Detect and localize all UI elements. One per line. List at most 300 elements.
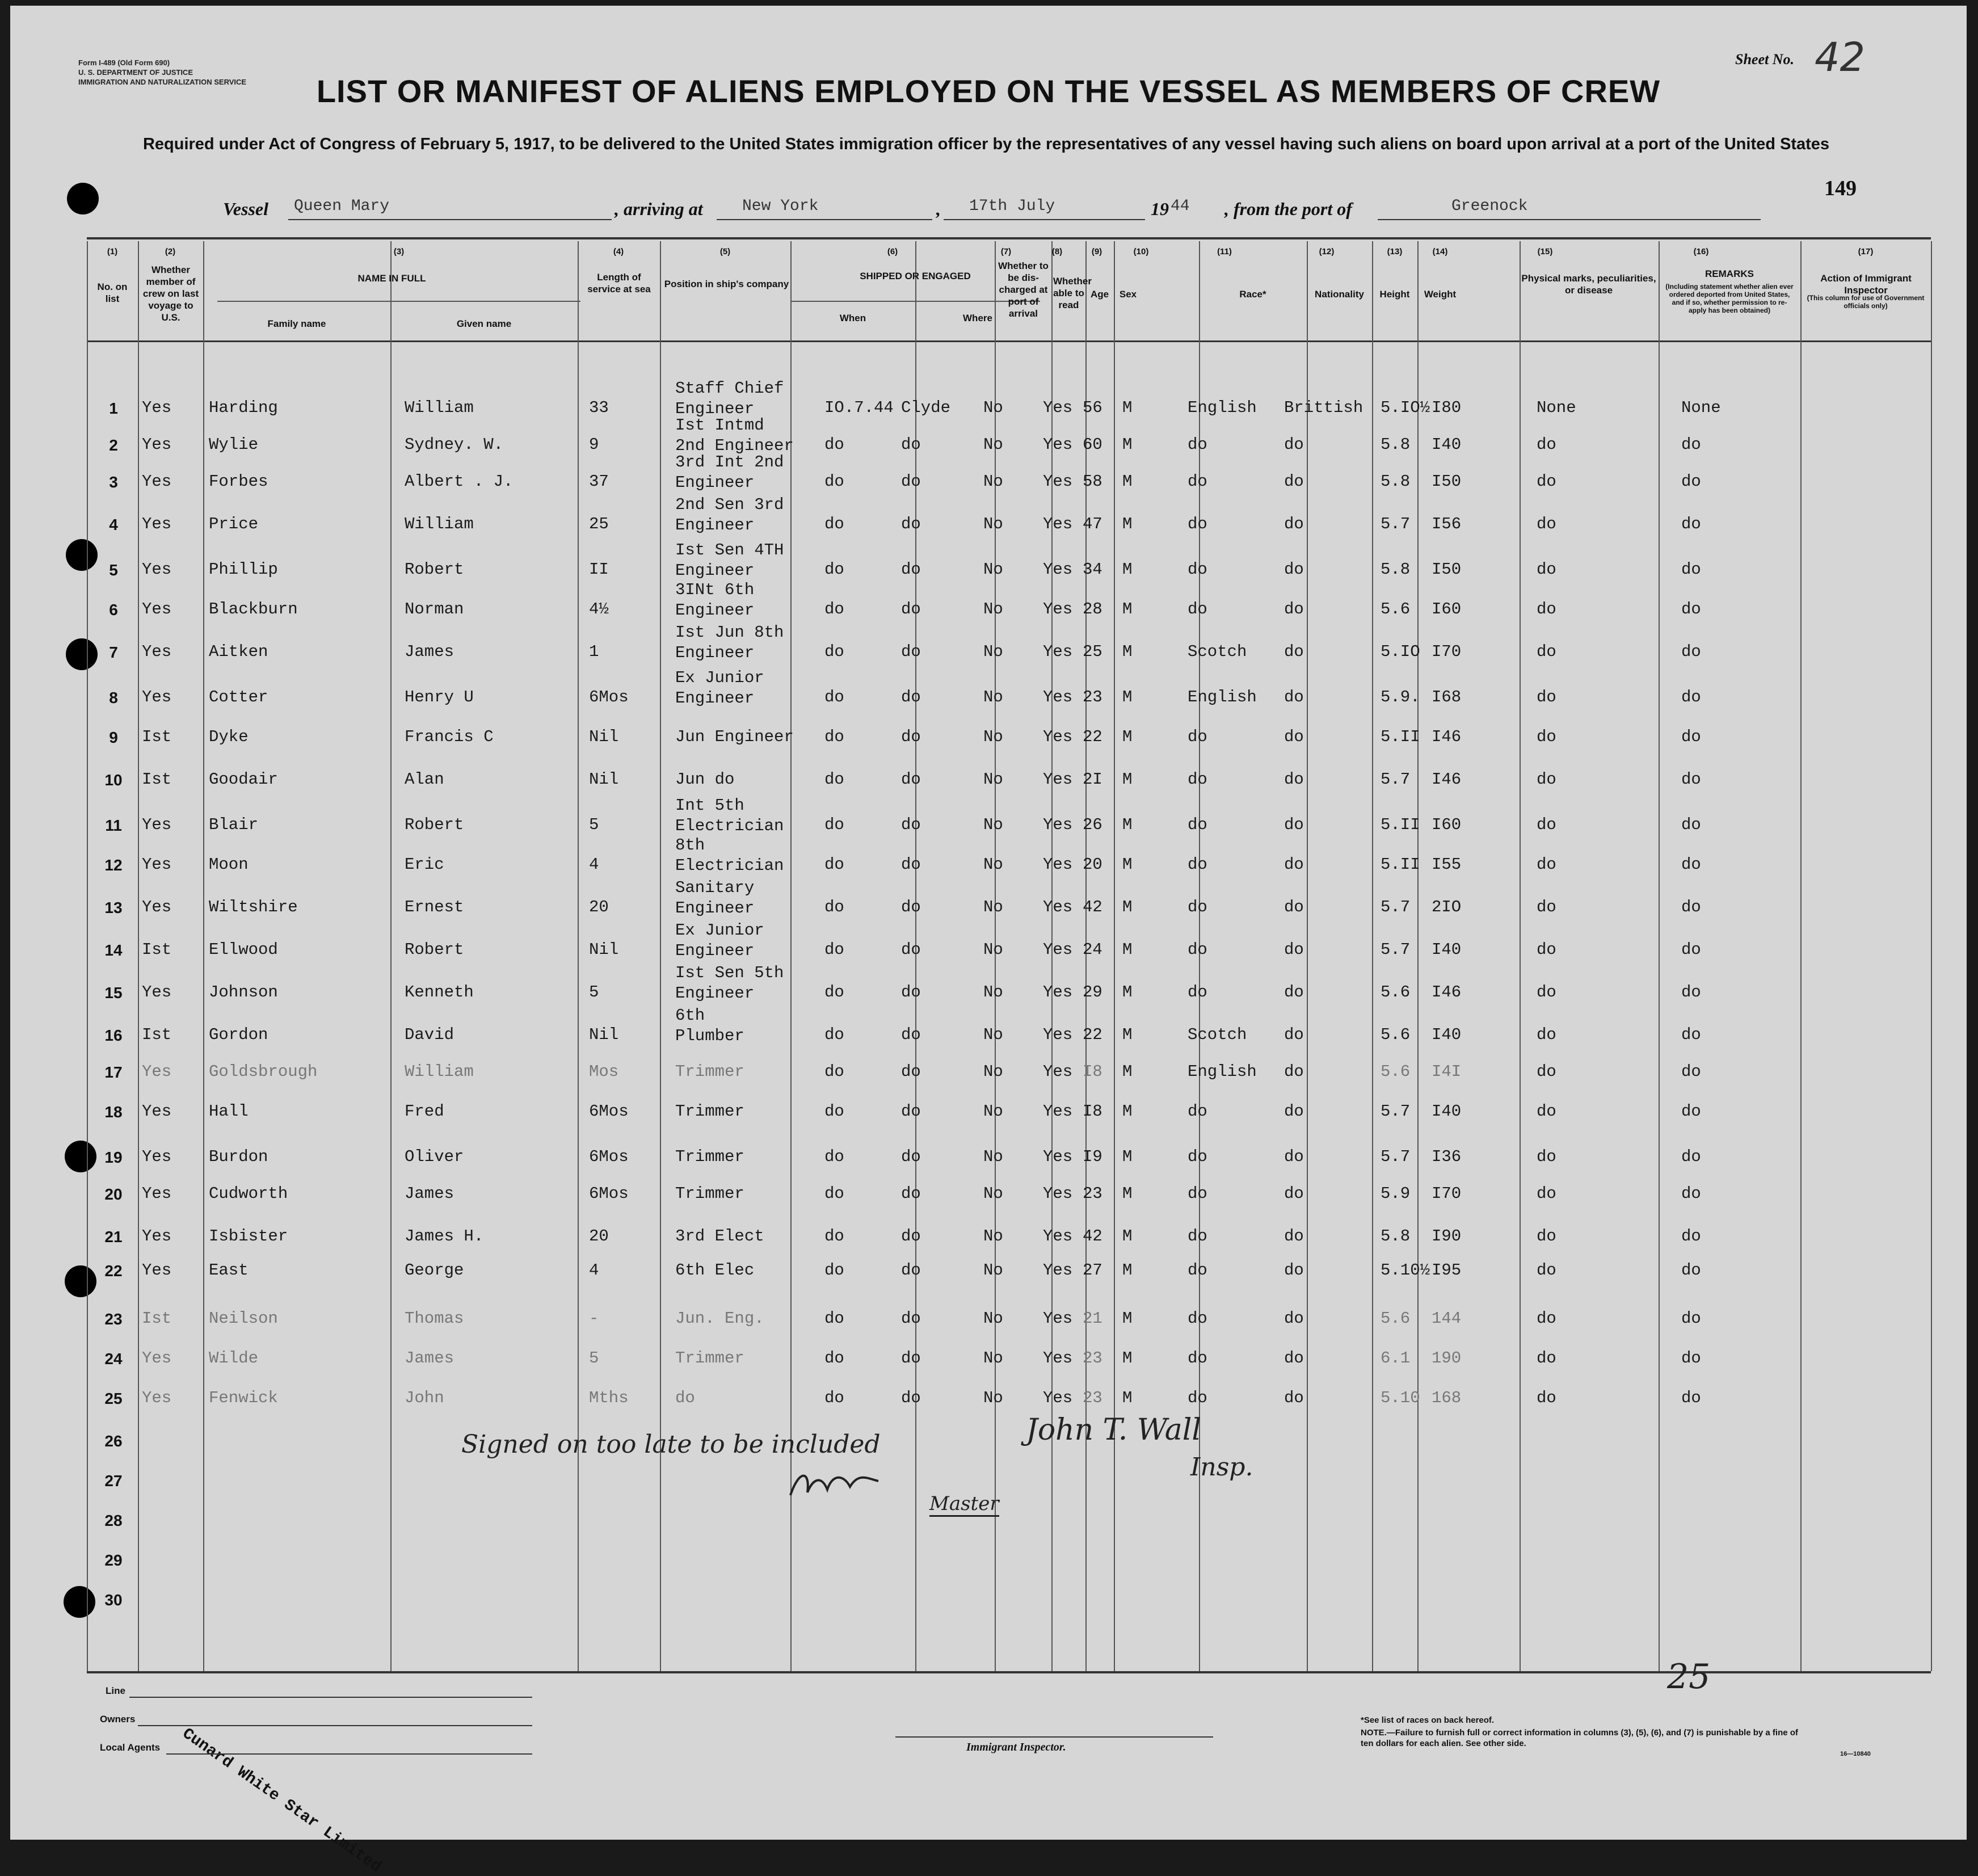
row-number: 28 — [104, 1512, 123, 1529]
age: 42 — [1083, 1227, 1102, 1246]
last-voyage: Yes — [142, 1062, 172, 1081]
arriving-label: , arriving at — [615, 199, 703, 219]
discharged-flag: No — [983, 1184, 1003, 1203]
sex: M — [1122, 398, 1133, 417]
column-number: (14) — [1432, 247, 1448, 256]
race: do — [1188, 940, 1207, 959]
sex: M — [1122, 515, 1133, 533]
physical-marks: do — [1537, 727, 1556, 746]
last-voyage: Yes — [142, 435, 172, 454]
physical-marks: do — [1537, 770, 1556, 789]
physical-marks: do — [1537, 815, 1556, 834]
able-to-read: Yes — [1043, 727, 1073, 746]
race: do — [1188, 770, 1207, 789]
shipped-where: do — [901, 727, 921, 746]
family-name: Gordon — [209, 1025, 268, 1044]
age: 47 — [1083, 515, 1102, 533]
header-family-name: Family name — [267, 318, 326, 329]
weight: I40 — [1432, 940, 1462, 959]
shipped-where: do — [901, 983, 921, 1002]
family-name: Phillip — [209, 560, 278, 579]
given-name: William — [405, 515, 474, 533]
weight: I80 — [1432, 398, 1462, 417]
shipped-where: do — [901, 642, 921, 661]
weight: I60 — [1432, 600, 1462, 619]
given-name: James — [405, 642, 454, 661]
position-in-company: Engineer — [675, 984, 755, 1003]
shipped-where: do — [901, 515, 921, 533]
shipped-where: do — [901, 815, 921, 834]
length-of-service: 20 — [589, 898, 609, 916]
given-name: Henry U — [405, 688, 474, 706]
length-of-service: 20 — [589, 1227, 609, 1246]
given-name: Oliver — [405, 1147, 464, 1166]
nationality: do — [1284, 815, 1304, 834]
position-in-company: Plumber — [675, 1027, 744, 1045]
able-to-read: Yes — [1043, 1309, 1073, 1328]
age: I8 — [1083, 1062, 1102, 1081]
discharged-flag: No — [983, 1309, 1003, 1328]
header-bottom-rule — [87, 340, 1931, 342]
nationality: do — [1284, 940, 1304, 959]
nationality: do — [1284, 435, 1304, 454]
sex: M — [1122, 1349, 1133, 1368]
race: do — [1188, 515, 1207, 533]
family-name: Price — [209, 515, 259, 533]
sex: M — [1122, 688, 1133, 706]
position-in-company: 6th Elec — [675, 1261, 755, 1280]
length-of-service: Mths — [589, 1389, 629, 1407]
arrival-port: New York — [742, 197, 819, 215]
weight: I46 — [1432, 770, 1462, 789]
length-of-service: 5 — [589, 1349, 599, 1368]
able-to-read: Yes — [1043, 1147, 1073, 1166]
nationality: do — [1284, 688, 1304, 706]
physical-marks: do — [1537, 560, 1556, 579]
weight: I50 — [1432, 560, 1462, 579]
column-divider — [390, 241, 392, 1671]
weight: 2IO — [1432, 898, 1462, 916]
penalty-note: NOTE.—Failure to furnish full or correct information in columns (3), (5), (6), and (7) is punishable by a fine of ten dollars for each alien. See other side. — [1361, 1728, 1798, 1748]
race: do — [1188, 1389, 1207, 1407]
able-to-read: Yes — [1043, 515, 1073, 533]
header-sex: Sex — [1119, 289, 1137, 300]
weight: I56 — [1432, 515, 1462, 533]
punch-hole — [65, 1141, 96, 1172]
row-number: 27 — [104, 1472, 123, 1490]
header-last-voyage: Whether member of crew on last voyage to U.S. — [142, 264, 199, 323]
given-name: Thomas — [405, 1309, 464, 1328]
row-number: 9 — [109, 729, 118, 746]
sex: M — [1122, 1261, 1133, 1280]
physical-marks: do — [1537, 1147, 1556, 1166]
shipped-when: do — [824, 560, 844, 579]
document-subtitle: Required under Act of Congress of February 5, 1917, to be delivered to the United States immigration officer by the representatives of any vessel having such aliens on board upon arrival at a port of the United States — [142, 135, 1830, 153]
punch-hole — [65, 1265, 96, 1297]
row-number: 25 — [104, 1390, 123, 1407]
length-of-service: 37 — [589, 472, 609, 491]
header-remarks: REMARKS — [1705, 268, 1754, 279]
height: 5.II — [1381, 855, 1420, 874]
given-name: Kenneth — [405, 983, 474, 1002]
punch-hole — [64, 1586, 95, 1618]
height: 5.8 — [1381, 435, 1411, 454]
family-name: Neilson — [209, 1309, 278, 1328]
remarks: do — [1681, 642, 1701, 661]
discharged-flag: No — [983, 1025, 1003, 1044]
able-to-read: Yes — [1043, 1389, 1073, 1407]
weight: I68 — [1432, 688, 1462, 706]
given-name: James — [405, 1349, 454, 1368]
weight: I70 — [1432, 642, 1462, 661]
family-name: Goodair — [209, 770, 278, 789]
weight: 190 — [1432, 1349, 1462, 1368]
nationality: do — [1284, 1025, 1304, 1044]
shipped-where: do — [901, 940, 921, 959]
race: do — [1188, 983, 1207, 1002]
age: I9 — [1083, 1147, 1102, 1166]
nationality: do — [1284, 560, 1304, 579]
row-number: 15 — [104, 984, 123, 1002]
family-name: Dyke — [209, 727, 249, 746]
nationality: do — [1284, 1227, 1304, 1246]
family-name: Moon — [209, 855, 249, 874]
header-position: Position in ship's company — [664, 279, 789, 289]
height: 6.1 — [1381, 1349, 1411, 1368]
owner-stamp: Cunard White Star Limited — [179, 1725, 385, 1876]
row-number: 11 — [105, 817, 122, 834]
inspector-signature: John T. Wall — [1026, 1413, 1201, 1447]
position-in-company: Engineer — [675, 516, 755, 535]
length-of-service: 4 — [589, 855, 599, 874]
family-name: Cudworth — [209, 1184, 288, 1203]
weight: I95 — [1432, 1261, 1462, 1280]
able-to-read: Yes — [1043, 1102, 1073, 1121]
height: 5.II — [1381, 727, 1420, 746]
sex: M — [1122, 1062, 1133, 1081]
remarks: do — [1681, 1227, 1701, 1246]
shipped-where: do — [901, 898, 921, 916]
column-divider — [1307, 241, 1308, 1671]
column-divider — [1659, 241, 1660, 1671]
family-name: Isbister — [209, 1227, 288, 1246]
given-name: John — [405, 1389, 444, 1407]
last-voyage: Ist — [142, 770, 172, 789]
row-number: 4 — [109, 516, 118, 533]
sex: M — [1122, 600, 1133, 619]
row-number: 24 — [104, 1350, 123, 1368]
shipped-where: do — [901, 855, 921, 874]
sex: M — [1122, 855, 1133, 874]
shipped-when: do — [824, 1102, 844, 1121]
column-divider — [203, 241, 204, 1671]
weight: I46 — [1432, 983, 1462, 1002]
shipped-when: do — [824, 815, 844, 834]
shipped-when: do — [824, 1025, 844, 1044]
age: I8 — [1083, 1102, 1102, 1121]
position-in-company: Electrician — [675, 856, 784, 875]
shipped-when: do — [824, 1062, 844, 1081]
nationality: do — [1284, 727, 1304, 746]
column-number: (3) — [393, 247, 405, 256]
last-voyage: Ist — [142, 1025, 172, 1044]
shipped-where: Clyde — [901, 398, 951, 417]
master-title: Master — [929, 1492, 999, 1517]
weight: I50 — [1432, 472, 1462, 491]
remarks: do — [1681, 770, 1701, 789]
sex: M — [1122, 940, 1133, 959]
nationality: do — [1284, 983, 1304, 1002]
column-number: (13) — [1387, 247, 1403, 256]
sex: M — [1122, 1025, 1133, 1044]
height: 5.7 — [1381, 1102, 1411, 1121]
discharged-flag: No — [983, 1102, 1003, 1121]
shipped-where: do — [901, 1227, 921, 1246]
sex: M — [1122, 1184, 1133, 1203]
height: 5.6 — [1381, 1309, 1411, 1328]
position-in-company: 2nd Sen 3rd — [675, 495, 784, 514]
position-in-company: Trimmer — [675, 1184, 744, 1203]
shipped-when: do — [824, 600, 844, 619]
height: 5.6 — [1381, 983, 1411, 1002]
arrival-date: 17th July — [969, 197, 1055, 215]
race: do — [1188, 600, 1207, 619]
length-of-service: 33 — [589, 398, 609, 417]
shipped-where: do — [901, 560, 921, 579]
nationality: do — [1284, 642, 1304, 661]
nationality: do — [1284, 515, 1304, 533]
discharged-flag: No — [983, 1349, 1003, 1368]
position-in-company: 3rd Elect — [675, 1227, 764, 1246]
sex: M — [1122, 898, 1133, 916]
header-given-name: Given name — [456, 318, 512, 329]
weight: I46 — [1432, 727, 1462, 746]
discharged-flag: No — [983, 398, 1003, 417]
able-to-read: Yes — [1043, 472, 1073, 491]
row-number: 26 — [104, 1432, 123, 1450]
last-voyage: Yes — [142, 515, 172, 533]
vessel-label: Vessel — [223, 199, 268, 219]
position-in-company: Engineer — [675, 399, 755, 418]
physical-marks: do — [1537, 1025, 1556, 1044]
position-in-company: Trimmer — [675, 1147, 744, 1166]
race: do — [1188, 435, 1207, 454]
given-name: James — [405, 1184, 454, 1203]
nationality: do — [1284, 1184, 1304, 1203]
physical-marks: do — [1537, 515, 1556, 533]
last-voyage: Yes — [142, 898, 172, 916]
position-in-company: Ex Junior — [675, 668, 764, 687]
nationality: do — [1284, 1062, 1304, 1081]
nationality: do — [1284, 1147, 1304, 1166]
length-of-service: 4 — [589, 1261, 599, 1280]
last-voyage: Yes — [142, 1389, 172, 1407]
column-number: (12) — [1319, 247, 1335, 256]
last-voyage: Ist — [142, 1309, 172, 1328]
weight: I90 — [1432, 1227, 1462, 1246]
physical-marks: do — [1537, 1389, 1556, 1407]
sheet-label: Sheet No. — [1735, 51, 1794, 68]
remarks: do — [1681, 898, 1701, 916]
length-of-service: 9 — [589, 435, 599, 454]
height: 5.IO½ — [1381, 398, 1430, 417]
row-number: 7 — [109, 643, 118, 661]
header-weight: Weight — [1424, 289, 1457, 300]
shipped-when: do — [824, 1227, 844, 1246]
height: 5.7 — [1381, 1147, 1411, 1166]
race: English — [1188, 688, 1257, 706]
race: do — [1188, 1227, 1207, 1246]
sex: M — [1122, 435, 1133, 454]
height: 5.6 — [1381, 600, 1411, 619]
weight: I40 — [1432, 435, 1462, 454]
length-of-service: II — [589, 560, 609, 579]
age: 58 — [1083, 472, 1102, 491]
shipped-where: do — [901, 1025, 921, 1044]
able-to-read: Yes — [1043, 1025, 1073, 1044]
position-in-company: Trimmer — [675, 1062, 744, 1081]
weight: I70 — [1432, 1184, 1462, 1203]
discharged-flag: No — [983, 642, 1003, 661]
last-voyage: Yes — [142, 688, 172, 706]
row-number: 5 — [109, 561, 118, 579]
position-in-company: 3rd Int 2nd — [675, 453, 784, 472]
row-number: 2 — [109, 436, 118, 454]
position-in-company: 6th — [675, 1006, 705, 1025]
master-signature — [788, 1467, 884, 1501]
remarks: do — [1681, 1147, 1701, 1166]
age: 25 — [1083, 642, 1102, 661]
last-voyage: Yes — [142, 815, 172, 834]
length-of-service: 6Mos — [589, 1184, 629, 1203]
last-voyage: Yes — [142, 855, 172, 874]
row-number: 21 — [104, 1228, 123, 1246]
given-name: Robert — [405, 815, 464, 834]
weight: I60 — [1432, 815, 1462, 834]
age: 26 — [1083, 815, 1102, 834]
remarks: do — [1681, 815, 1701, 834]
given-name: William — [405, 1062, 474, 1081]
shipped-where: do — [901, 1389, 921, 1407]
departure-port: Greenock — [1451, 197, 1528, 215]
sex: M — [1122, 642, 1133, 661]
height: 5.6 — [1381, 1025, 1411, 1044]
last-voyage: Yes — [142, 398, 172, 417]
height: 5.10 — [1381, 1389, 1420, 1407]
document-title: LIST OR MANIFEST OF ALIENS EMPLOYED ON THE VESSEL AS MEMBERS OF CREW — [316, 73, 1661, 109]
height: 5.II — [1381, 815, 1420, 834]
shipped-where: do — [901, 600, 921, 619]
shipped-when: do — [824, 898, 844, 916]
discharged-flag: No — [983, 898, 1003, 916]
able-to-read: Yes — [1043, 1261, 1073, 1280]
age: 34 — [1083, 560, 1102, 579]
age: 24 — [1083, 940, 1102, 959]
physical-marks: do — [1537, 1062, 1556, 1081]
able-to-read: Yes — [1043, 1349, 1073, 1368]
given-name: Albert . J. — [405, 472, 514, 491]
discharged-flag: No — [983, 1227, 1003, 1246]
position-in-company: Ist Intmd — [675, 416, 764, 435]
row-number: 8 — [109, 689, 118, 706]
length-of-service: 6Mos — [589, 1102, 629, 1121]
last-voyage: Ist — [142, 727, 172, 746]
row-number: 20 — [104, 1185, 123, 1203]
header-shipped-when: When — [839, 313, 866, 323]
discharged-flag: No — [983, 940, 1003, 959]
family-name: Ellwood — [209, 940, 278, 959]
header-nationality: Nationality — [1315, 289, 1364, 300]
able-to-read: Yes — [1043, 1184, 1073, 1203]
sex: M — [1122, 815, 1133, 834]
able-to-read: Yes — [1043, 855, 1073, 874]
length-of-service: Mos — [589, 1062, 619, 1081]
race: do — [1188, 1309, 1207, 1328]
shipped-when: do — [824, 940, 844, 959]
able-to-read: Yes — [1043, 983, 1073, 1002]
page-number: 149 — [1824, 176, 1857, 200]
physical-marks: do — [1537, 1309, 1556, 1328]
late-signing-note: Signed on too late to be included — [461, 1430, 881, 1459]
height: 5.7 — [1381, 770, 1411, 789]
row-number: 3 — [109, 473, 118, 491]
row-number: 1 — [109, 399, 118, 417]
able-to-read: Yes — [1043, 940, 1073, 959]
sex: M — [1122, 560, 1133, 579]
race: English — [1188, 398, 1257, 417]
discharged-flag: No — [983, 983, 1003, 1002]
age: 29 — [1083, 983, 1102, 1002]
column-number: (16) — [1693, 247, 1709, 256]
family-name: Cotter — [209, 688, 268, 706]
family-name: Wylie — [209, 435, 259, 454]
position-in-company: Ist Sen 5th — [675, 964, 784, 982]
shipped-when: do — [824, 642, 844, 661]
discharged-flag: No — [983, 1062, 1003, 1081]
physical-marks: do — [1537, 1349, 1556, 1368]
age: 28 — [1083, 600, 1102, 619]
physical-marks: do — [1537, 1184, 1556, 1203]
race: do — [1188, 1147, 1207, 1166]
remarks: do — [1681, 435, 1701, 454]
nationality: do — [1284, 770, 1304, 789]
remarks: do — [1681, 855, 1701, 874]
discharged-flag: No — [983, 855, 1003, 874]
shipped-where: do — [901, 1261, 921, 1280]
able-to-read: Yes — [1043, 560, 1073, 579]
table-bottom-rule — [87, 1671, 1931, 1673]
shipped-when: do — [824, 727, 844, 746]
header-able-to-read: Whether able to read — [1053, 276, 1092, 310]
column-number: (11) — [1217, 247, 1232, 256]
row-number: 29 — [104, 1551, 123, 1569]
nationality: do — [1284, 898, 1304, 916]
header-inspector-action: Action of Immigrant Inspector — [1820, 273, 1912, 296]
shipped-when: do — [824, 515, 844, 533]
physical-marks: do — [1537, 472, 1556, 491]
age: 23 — [1083, 1349, 1102, 1368]
race: do — [1188, 1349, 1207, 1368]
family-name: East — [209, 1261, 249, 1280]
position-in-company: do — [675, 1389, 695, 1407]
able-to-read: Yes — [1043, 815, 1073, 834]
able-to-read: Yes — [1043, 435, 1073, 454]
weight: 168 — [1432, 1389, 1462, 1407]
family-name: Goldsbrough — [209, 1062, 318, 1081]
row-number: 12 — [104, 856, 123, 874]
length-of-service: - — [589, 1309, 599, 1328]
shipped-where: do — [901, 472, 921, 491]
